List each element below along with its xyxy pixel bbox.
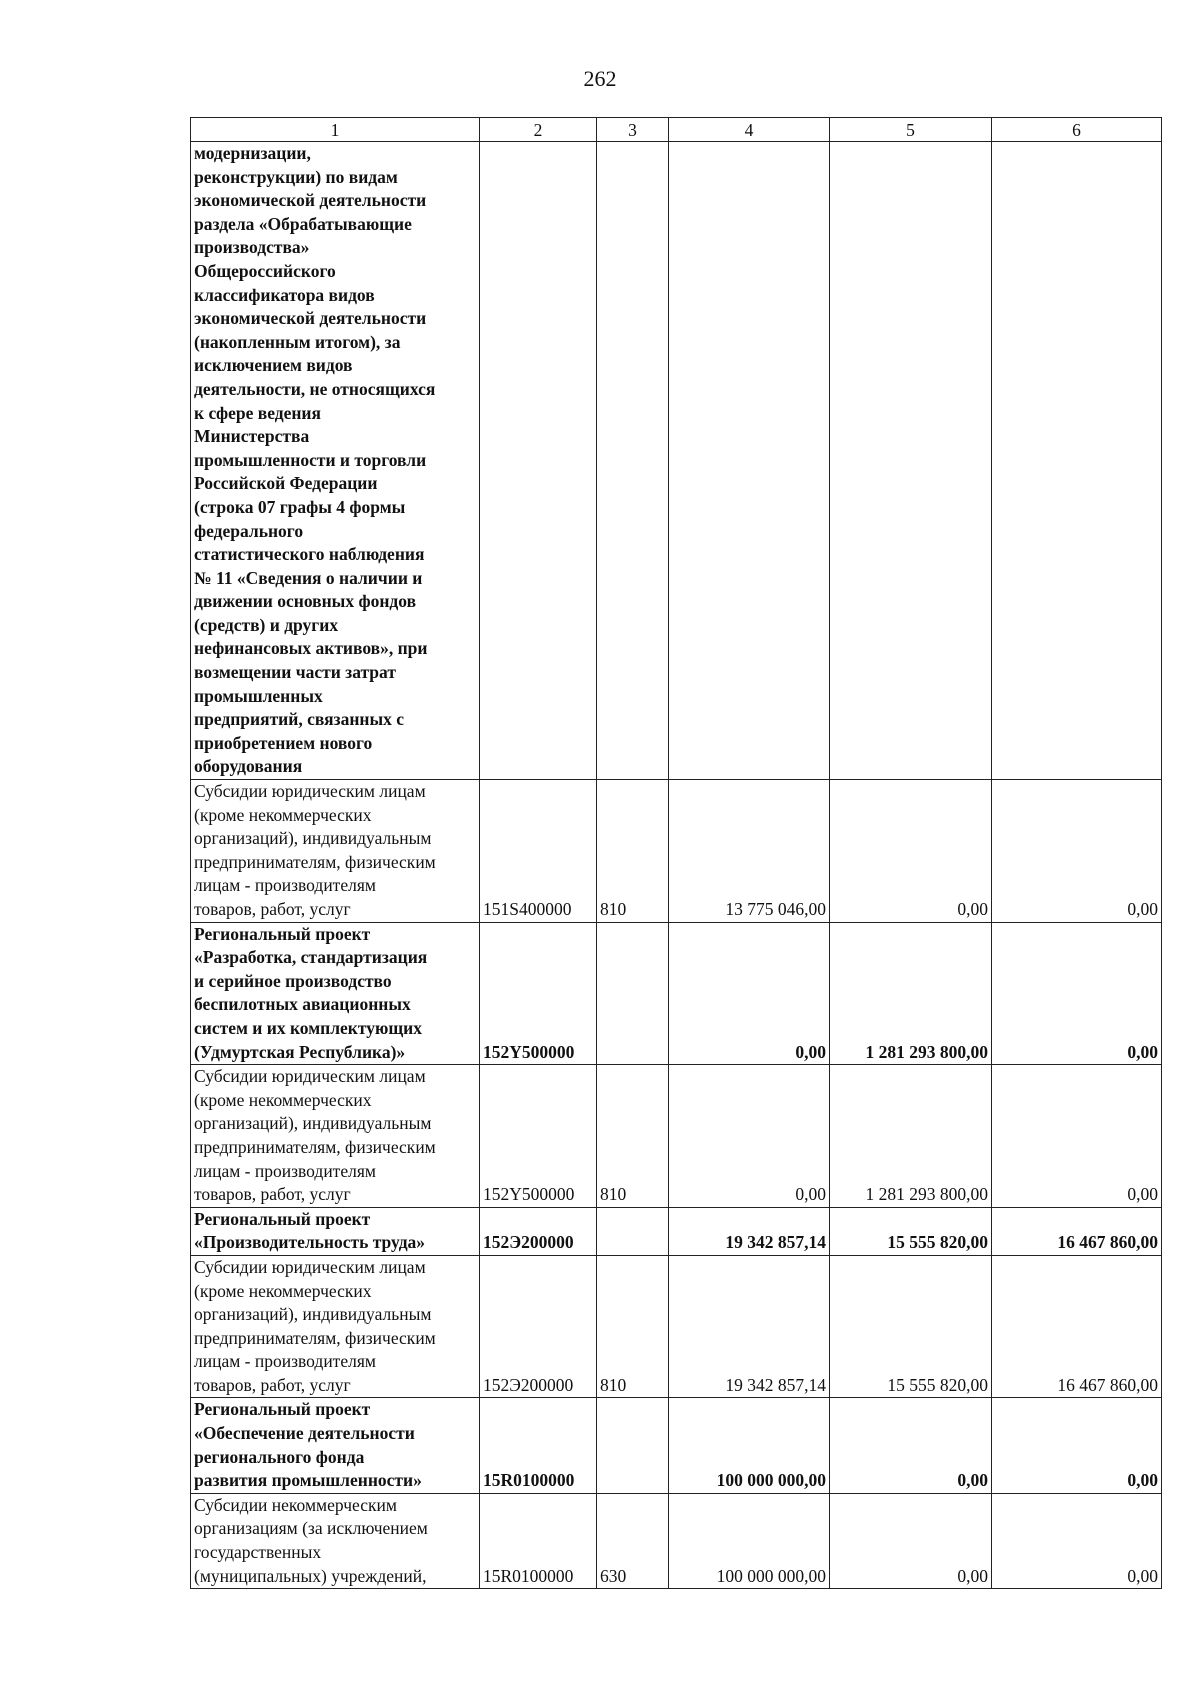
item-name-line: «Производительность труда» <box>194 1232 426 1253</box>
item-name-cell <box>191 1207 480 1255</box>
item-name-line: (средств) и других <box>194 614 339 635</box>
item-name-line: лицам - производителям <box>194 1160 376 1181</box>
item-name-line: (накопленным итогом), за <box>194 331 401 352</box>
amount-year2-cell: 15 555 820,00 <box>830 1255 992 1398</box>
item-name-line: классификатора видов <box>194 284 375 305</box>
item-name-line: реконструкции) по видам <box>194 166 398 187</box>
table-row <box>191 142 1162 780</box>
expense-type-cell: 810 <box>597 1255 669 1398</box>
item-name-line: организаций), индивидуальным <box>194 828 432 849</box>
item-name-line: возмещении части затрат <box>194 662 396 683</box>
item-name-line: товаров, работ, услуг <box>194 1374 351 1395</box>
program-code-cell: 15R0100000 <box>480 1493 597 1588</box>
amount-year2-cell: 1 281 293 800,00 <box>830 1065 992 1208</box>
amount-year1-cell: 100 000 000,00 <box>669 1493 830 1588</box>
amount-year1-cell: 0,00 <box>669 922 830 1065</box>
item-name-line: Субсидии юридическим лицам <box>194 1256 426 1277</box>
page-number: 262 <box>583 66 617 91</box>
program-code-cell: 152Э200000 <box>480 1207 597 1255</box>
amount-year3-cell <box>992 142 1162 780</box>
amount-year2-cell: 1 281 293 800,00 <box>830 922 992 1065</box>
table-row <box>191 1065 1162 1208</box>
item-name-line: оборудования <box>194 756 303 777</box>
amount-year3-cell: 16 467 860,00 <box>992 1255 1162 1398</box>
item-name-line: Региональный проект <box>194 1399 371 1420</box>
item-name-line: Субсидии юридическим лицам <box>194 781 426 802</box>
column-header: 2 <box>480 118 597 142</box>
item-name-line: Региональный проект <box>194 923 371 944</box>
item-name-line: регионального фонда <box>194 1446 365 1467</box>
item-name-line: экономической деятельности <box>194 308 427 329</box>
item-name-line: государственных <box>194 1542 322 1563</box>
amount-year2-cell: 0,00 <box>830 780 992 923</box>
budget-table <box>190 117 1162 1589</box>
item-name-cell <box>191 142 480 780</box>
amount-year3-cell: 0,00 <box>992 1398 1162 1493</box>
expense-type-cell <box>597 142 669 780</box>
program-code-cell: 152Y500000 <box>480 1065 597 1208</box>
item-name-line: «Разработка, стандартизация <box>194 947 428 968</box>
amount-year3-cell: 0,00 <box>992 1065 1162 1208</box>
amount-year1-cell: 0,00 <box>669 1065 830 1208</box>
item-name-line: федерального <box>194 520 304 541</box>
item-name-line: товаров, работ, услуг <box>194 1184 351 1205</box>
table-row <box>191 1255 1162 1398</box>
amount-year1-cell: 100 000 000,00 <box>669 1398 830 1493</box>
item-name-line: организаций), индивидуальным <box>194 1304 432 1325</box>
table-body <box>191 118 1162 1589</box>
column-header: 5 <box>830 118 992 142</box>
expense-type-cell: 810 <box>597 1065 669 1208</box>
item-name-cell <box>191 1065 480 1208</box>
amount-year2-cell: 15 555 820,00 <box>830 1207 992 1255</box>
item-name-line: (кроме некоммерческих <box>194 1280 372 1301</box>
amount-year1-cell: 19 342 857,14 <box>669 1207 830 1255</box>
amount-year1-cell: 13 775 046,00 <box>669 780 830 923</box>
expense-type-cell: 630 <box>597 1493 669 1588</box>
item-name-line: организаций), индивидуальным <box>194 1113 432 1134</box>
item-name-line: Региональный проект <box>194 1208 371 1229</box>
item-name-line: (кроме некоммерческих <box>194 804 372 825</box>
program-code-cell: 15R0100000 <box>480 1398 597 1493</box>
amount-year2-cell <box>830 142 992 780</box>
item-name-line: (Удмуртская Республика)» <box>194 1041 406 1062</box>
program-code-cell: 151S400000 <box>480 780 597 923</box>
item-name-line: беспилотных авиационных <box>194 994 411 1015</box>
table-row <box>191 1398 1162 1493</box>
item-name-line: (кроме некоммерческих <box>194 1089 372 1110</box>
item-name-line: промышленных <box>194 685 323 706</box>
item-name-line: приобретением нового <box>194 732 373 753</box>
item-name-line: статистического наблюдения <box>194 544 425 565</box>
item-name-line: лицам - производителям <box>194 1351 376 1372</box>
item-name-cell <box>191 1398 480 1493</box>
item-name-line: (строка 07 графы 4 формы <box>194 496 406 517</box>
item-name-cell <box>191 922 480 1065</box>
amount-year3-cell: 0,00 <box>992 780 1162 923</box>
item-name-line: Российской Федерации <box>194 473 378 494</box>
item-name-line: деятельности, не относящихся <box>194 378 436 399</box>
table-row <box>191 780 1162 923</box>
item-name-cell <box>191 780 480 923</box>
item-name-line: производства» <box>194 237 310 258</box>
item-name-line: развития промышленности» <box>194 1470 422 1491</box>
item-name-line: и серийное производство <box>194 970 392 991</box>
table-row <box>191 1493 1162 1588</box>
amount-year3-cell: 0,00 <box>992 1493 1162 1588</box>
item-name-line: Общероссийского <box>194 260 336 281</box>
amount-year2-cell: 0,00 <box>830 1398 992 1493</box>
item-name-line: систем и их комплектующих <box>194 1017 422 1038</box>
item-name-line: экономической деятельности <box>194 190 427 211</box>
item-name-line: предпринимателям, физическим <box>194 851 436 872</box>
expense-type-cell <box>597 1398 669 1493</box>
item-name-line: лицам - производителям <box>194 875 376 896</box>
item-name-line: товаров, работ, услуг <box>194 899 351 919</box>
item-name-line: промышленности и торговли <box>194 449 427 470</box>
item-name-line: (муниципальных) учреждений, <box>194 1565 427 1586</box>
expense-type-cell: 810 <box>597 780 669 923</box>
item-name-line: Министерства <box>194 426 310 447</box>
column-header: 1 <box>191 118 480 142</box>
item-name-line: «Обеспечение деятельности <box>194 1423 415 1444</box>
program-code-cell: 152Y500000 <box>480 922 597 1065</box>
item-name-line: нефинансовых активов», при <box>194 638 428 659</box>
item-name-line: предпринимателям, физическим <box>194 1327 436 1348</box>
item-name-line: раздела «Обрабатывающие <box>194 213 412 234</box>
item-name-line: модернизации, <box>194 143 311 163</box>
item-name-line: № 11 «Сведения о наличии и <box>194 567 423 588</box>
expense-type-cell <box>597 1207 669 1255</box>
amount-year1-cell <box>669 142 830 780</box>
column-header: 6 <box>992 118 1162 142</box>
table-row <box>191 922 1162 1065</box>
amount-year3-cell: 16 467 860,00 <box>992 1207 1162 1255</box>
item-name-line: Субсидии некоммерческим <box>194 1494 397 1515</box>
item-name-line: организациям (за исключением <box>194 1518 428 1539</box>
item-name-cell <box>191 1493 480 1588</box>
amount-year1-cell: 19 342 857,14 <box>669 1255 830 1398</box>
item-name-line: движении основных фондов <box>194 591 417 612</box>
column-header: 3 <box>597 118 669 142</box>
item-name-line: к сфере ведения <box>194 402 321 423</box>
program-code-cell <box>480 142 597 780</box>
amount-year3-cell: 0,00 <box>992 922 1162 1065</box>
program-code-cell: 152Э200000 <box>480 1255 597 1398</box>
item-name-line: исключением видов <box>194 355 353 376</box>
item-name-line: Субсидии юридическим лицам <box>194 1066 426 1087</box>
column-header-row <box>191 118 1162 142</box>
item-name-line: предприятий, связанных с <box>194 709 405 730</box>
expense-type-cell <box>597 922 669 1065</box>
item-name-line: предпринимателям, физическим <box>194 1136 436 1157</box>
table-row <box>191 1207 1162 1255</box>
amount-year2-cell: 0,00 <box>830 1493 992 1588</box>
column-header: 4 <box>669 118 830 142</box>
item-name-cell <box>191 1255 480 1398</box>
